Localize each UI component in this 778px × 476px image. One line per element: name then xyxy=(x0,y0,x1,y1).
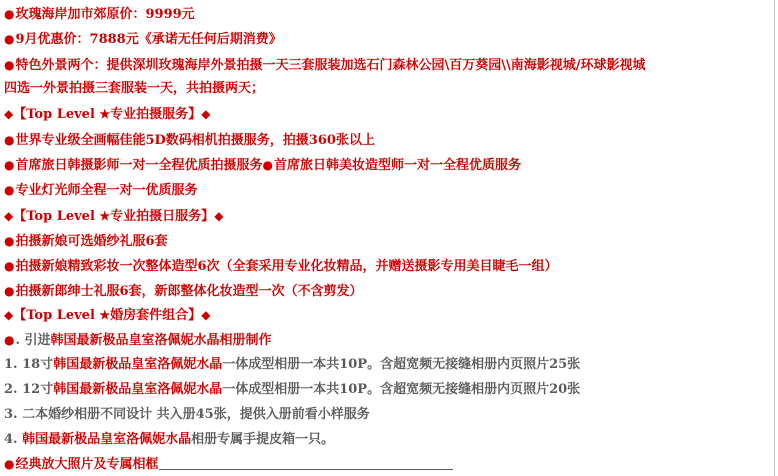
section-heading-text: 【Top Level xyxy=(13,308,100,323)
camera-service-text: 世界专业级全画幅佳能5D数码相机拍摄服务，拍摄360张以上 xyxy=(15,133,375,148)
discount-price-line xyxy=(4,27,282,51)
camera-service-line xyxy=(4,128,375,152)
bullet-icon: ● xyxy=(4,284,15,298)
album-intro-brand: 韩国最新极品皇室洛佩妮水晶相册制作 xyxy=(50,333,272,348)
album-item-1 xyxy=(4,353,580,377)
blank-underline xyxy=(159,455,453,470)
bullet-icon: ● xyxy=(262,158,273,172)
album-detail: 一体成型相册一本共10P。含超宽频无接缝相册内页照片25张 xyxy=(222,357,581,372)
outdoor-scenes-text-continued: 四选一外景拍摄三套服装一天，共拍摄两天； xyxy=(4,81,265,96)
original-price-text: 玫瑰海岸加市郊原价：9999元 xyxy=(15,7,195,22)
bullet-icon: ● xyxy=(4,183,15,197)
list-number: 3. xyxy=(4,407,18,422)
enlarged-photo-line xyxy=(4,452,453,476)
outdoor-scenes-text: 特色外景两个：提供深圳玫瑰海岸外景拍摄一天三套服装加选石门森林公园\百万葵园\\南海影视城/环球影视城 xyxy=(15,58,646,73)
section-heading-text: 【Top Level xyxy=(13,209,100,224)
bullet-icon: ● xyxy=(4,259,15,273)
album-size: 18寸 xyxy=(17,357,54,372)
diamond-icon: ◆ xyxy=(4,308,14,322)
enlarged-photo-text: 经典放大照片及专属相框 xyxy=(15,457,159,472)
diamond-icon: ◆ xyxy=(201,107,211,121)
bullet-icon: ● xyxy=(4,133,15,147)
bullet-icon: ● xyxy=(4,234,15,248)
bride-gowns-text: 拍摄新娘可选婚纱礼服6套 xyxy=(15,234,168,249)
photographer-service-line xyxy=(4,153,521,177)
bullet-icon: ● xyxy=(4,58,15,72)
right-edge-divider xyxy=(774,0,775,476)
bullet-icon: ● xyxy=(4,7,15,21)
bride-makeup-text: 拍摄新娘精致彩妆一次整体造型6次（全套采用专业化妆精品，并赠送摄影专用美目睫毛一组） xyxy=(15,259,558,274)
original-price-line xyxy=(4,2,195,26)
bride-gowns-line xyxy=(4,229,168,253)
album-brand: 韩国最新极品皇室洛佩妮水晶 xyxy=(22,432,192,447)
groom-suits-text: 拍摄新郎绅士礼服6套，新郎整体化妆造型一次（不含剪发） xyxy=(15,284,363,299)
outdoor-scenes-line-continued xyxy=(4,77,264,101)
outdoor-scenes-line xyxy=(4,53,768,77)
groom-suits-line xyxy=(4,279,363,303)
star-icon: ★ xyxy=(99,308,111,322)
bullet-icon: ● xyxy=(4,32,15,46)
diamond-icon: ◆ xyxy=(4,209,14,223)
list-number: 4. xyxy=(4,432,18,447)
section-heading-text: 婚房套件组合】 xyxy=(110,308,202,323)
section-heading-text: 专业拍摄服务】 xyxy=(110,107,202,122)
star-icon: ★ xyxy=(99,209,111,223)
diamond-icon: ◆ xyxy=(214,209,224,223)
makeup-artist-service-text: 首席旅日韩美妆造型师一对一全程优质服务 xyxy=(273,158,521,173)
album-detail: 相册专属手提皮箱一只。 xyxy=(191,432,335,447)
album-brand: 韩国最新极品皇室洛佩妮水晶 xyxy=(53,357,223,372)
album-detail: 二本婚纱相册不同设计 共入册45张，提供入册前看小样服务 xyxy=(17,407,370,422)
album-intro-line xyxy=(4,328,272,352)
bullet-icon: ● xyxy=(4,457,15,471)
lighting-service-text: 专业灯光师全程一对一优质服务 xyxy=(15,183,198,198)
section-heading-shooting-day xyxy=(4,204,223,228)
discount-price-text: 9月优惠价：7888元《承诺无任何后期消费》 xyxy=(15,32,282,47)
bullet-icon: ● xyxy=(4,158,15,172)
section-heading-shooting-service xyxy=(4,102,210,126)
lighting-service-line xyxy=(4,178,198,202)
diamond-icon: ◆ xyxy=(4,107,14,121)
section-heading-wedding-set xyxy=(4,303,210,327)
bride-makeup-line xyxy=(4,254,558,278)
bullet-icon: ● xyxy=(4,333,15,347)
section-heading-text: 【Top Level xyxy=(13,107,100,122)
album-intro-prefix: . 引进 xyxy=(15,333,51,348)
diamond-icon: ◆ xyxy=(201,308,211,322)
photographer-service-text: 首席旅日韩摄影师一对一全程优质拍摄服务 xyxy=(15,158,263,173)
star-icon: ★ xyxy=(99,107,111,121)
list-number: 2. xyxy=(4,382,18,397)
album-brand: 韩国最新极品皇室洛佩妮水晶 xyxy=(53,382,223,397)
section-heading-text: 专业拍摄日服务】 xyxy=(110,209,215,224)
album-item-3 xyxy=(4,403,370,427)
list-number: 1. xyxy=(4,357,18,372)
album-detail: 一体成型相册一本共10P。含超宽频无接缝相册内页照片20张 xyxy=(222,382,581,397)
album-size: 12寸 xyxy=(17,382,54,397)
album-item-4 xyxy=(4,428,334,452)
album-item-2 xyxy=(4,378,580,402)
